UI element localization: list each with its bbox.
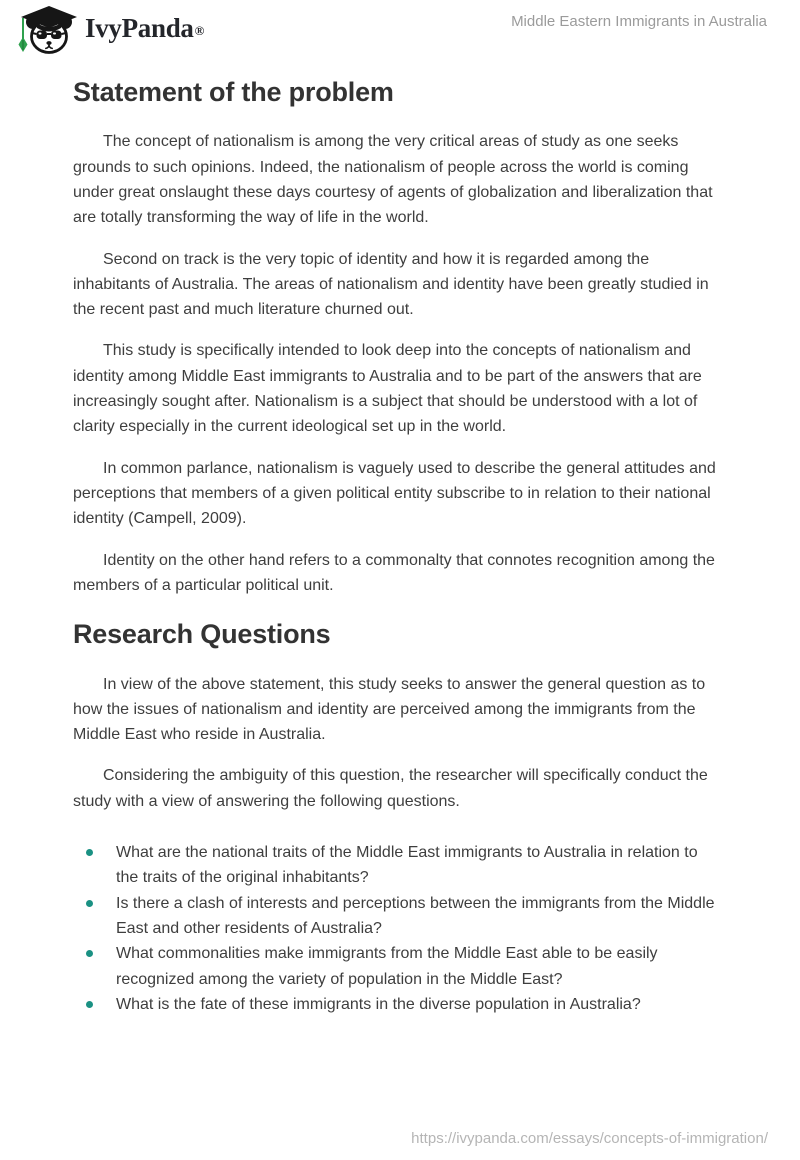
panda-graduate-icon [13,5,79,57]
paragraph: In common parlance, nationalism is vaguely used to describe the general attitudes and perceptions that members of a given political entity subscribe to in relation to their national identity (Campell, 2009). [73,459,716,528]
list-item [73,941,722,992]
section-heading-statement-of-problem: Statement of the problem [73,77,394,107]
registered-mark: ® [194,23,205,38]
list-item-text: What commonalities make immigrants from the Middle East able to be easily recognized among the variety of population in the Middle East? [116,945,658,988]
bullet-icon [86,849,93,856]
paragraph: Considering the ambiguity of this question, the researcher will specifically conduct the study with a view of answering the following questions. [73,767,708,810]
section-heading-research-questions: Research Questions [73,619,331,650]
paragraph: Identity on the other hand refers to a commonalty that connotes recognition among the members of a particular political unit. [73,551,715,594]
paragraph: Second on track is the very topic of identity and how it is regarded among the inhabitants of Australia. The areas of nationalism and identity have been greatly studied in the recent past and much literature churned out. [73,250,709,319]
paragraph: This study is specifically intended to look deep into the concepts of nationalism and identity among Middle East immigrants to Australia and to be part of the answers that are increasingly sought after. Nationalism is a subject that should be understood with a lot of clarity especially in the current ideological set up in the world. [73,342,702,436]
list-item-text: Is there a clash of interests and perceptions between the immigrants from the Middle East and other residents of Australia? [116,894,715,937]
footer-url[interactable]: https://ivypanda.com/essays/concepts-of-immigration/ [411,1130,768,1147]
document-title: Middle Eastern Immigrants in Australia [511,13,767,30]
list-item [73,840,722,891]
list-item-text: What is the fate of these immigrants in the diverse population in Australia? [116,995,641,1013]
list-item [73,992,722,1017]
ivypanda-logo [13,5,204,57]
bullet-icon [86,900,93,907]
list-item [73,891,722,942]
paragraph: In view of the above statement, this study seeks to answer the general question as to how the issues of nationalism and identity are perceived among the immigrants from the Middle East who reside in Australia. [73,675,706,744]
paragraph: The concept of nationalism is among the very critical areas of study as one seeks grounds to such opinions. Indeed, the nationalism of people across the world is coming under great onslaught these days courtesy of agents of globalization and liberalization that are totally transforming the way of life in the world. [73,133,713,227]
bullet-icon [86,950,93,957]
document-body [73,76,722,1017]
research-question-list [73,840,722,1017]
page-footer [411,1130,768,1147]
list-item-text: What are the national traits of the Middle East immigrants to Australia in relation to the traits of the original inhabitants? [116,844,698,887]
bullet-icon [86,1001,93,1008]
brand-name: IvyPanda [85,12,194,43]
page-header [0,0,800,62]
